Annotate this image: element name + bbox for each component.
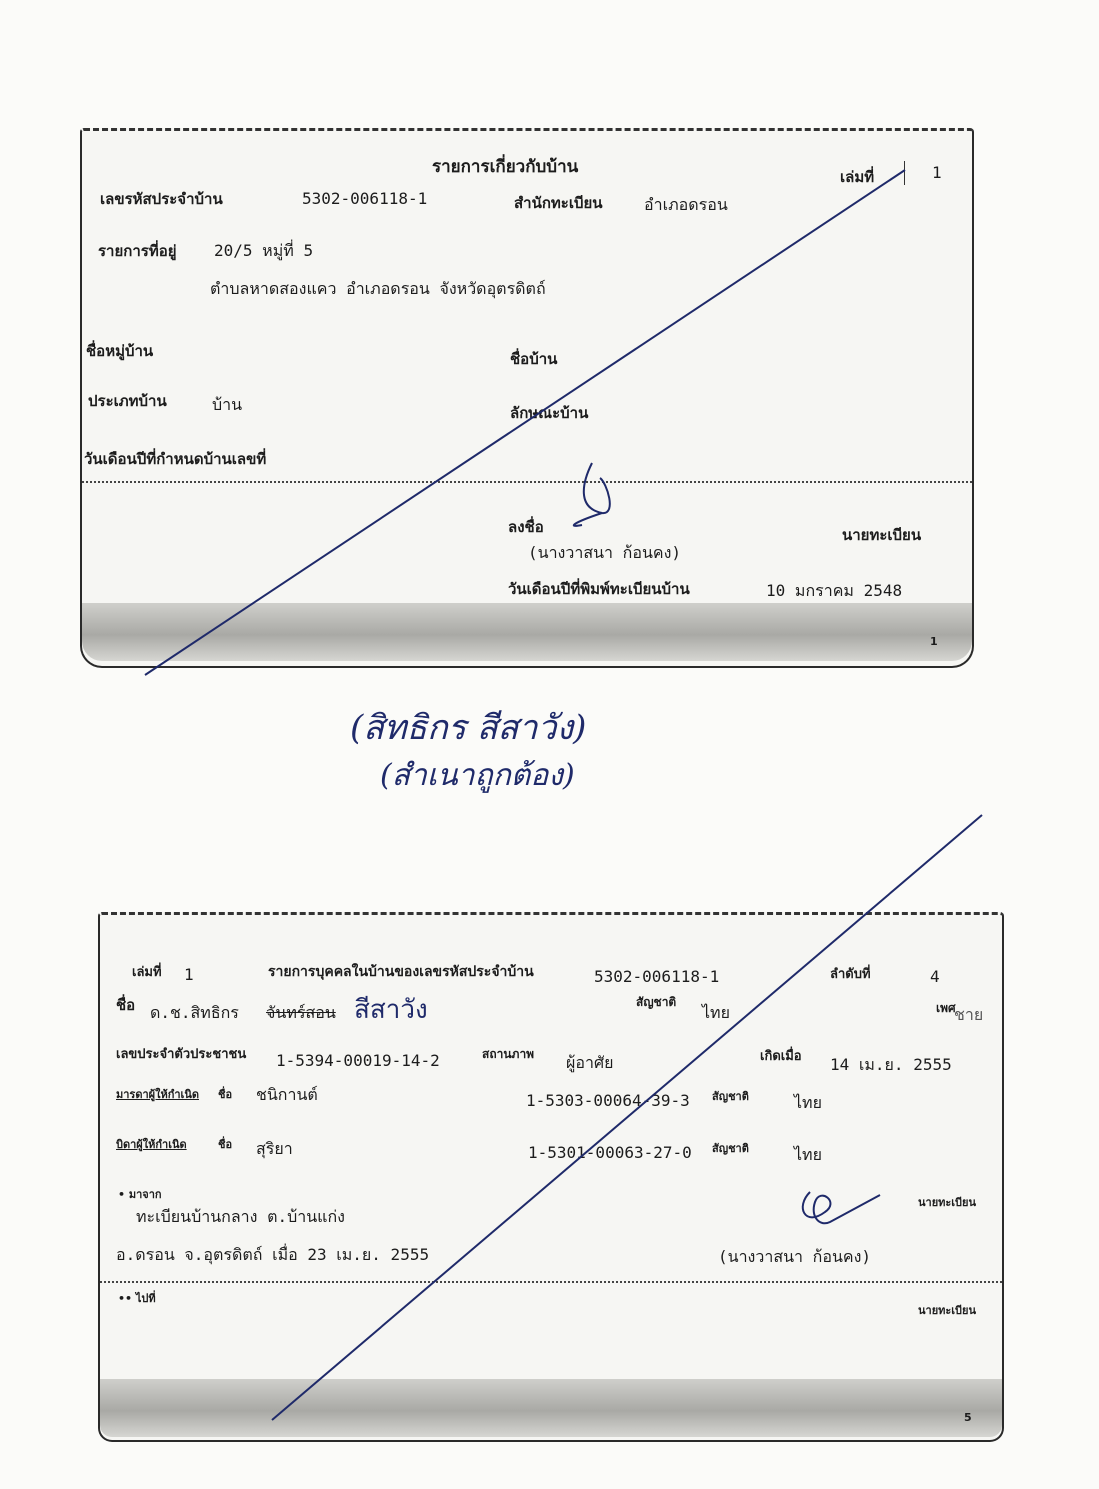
sex: ชาย bbox=[954, 1005, 984, 1024]
card-title: รายการบุคคลในบ้านของเลขรหัสประจำบ้าน bbox=[268, 964, 534, 980]
mother-label: มารดาผู้ให้กำเนิด bbox=[116, 1088, 199, 1101]
name-label: ชื่อ bbox=[116, 996, 136, 1014]
book-number: 1 bbox=[932, 163, 942, 182]
card-title: รายการเกี่ยวกับบ้าน bbox=[432, 157, 579, 177]
name-handwritten: สีสาวัง bbox=[354, 995, 428, 1025]
registrar-label: นายทะเบียน bbox=[842, 526, 922, 544]
handwritten-certified: (สำเนาถูกต้อง) bbox=[380, 758, 575, 793]
print-date-label: วันเดือนปีที่พิมพ์ทะเบียนบ้าน bbox=[508, 580, 690, 598]
nationality: ไทย bbox=[702, 1003, 730, 1022]
house-type-label: ประเภทบ้าน bbox=[88, 392, 167, 410]
sex-label: เพศ bbox=[936, 1001, 956, 1015]
id-label: เลขประจำตัวประชาชน bbox=[116, 1047, 247, 1062]
sign-label: ลงชื่อ bbox=[508, 518, 544, 536]
address-line-1: 20/5 หมู่ที่ 5 bbox=[214, 241, 314, 260]
moved-from-label: • มาจาก bbox=[118, 1188, 162, 1201]
registrar-name: (นางวาสนา ก้อนคง) bbox=[528, 543, 682, 562]
order-number: 4 bbox=[930, 967, 940, 986]
id-number: 1-5394-00019-14-2 bbox=[276, 1051, 440, 1070]
status-label: สถานภาพ bbox=[482, 1047, 535, 1061]
book-number: 1 bbox=[184, 965, 194, 984]
mother-nationality: ไทย bbox=[794, 1093, 822, 1112]
father-label: บิดาผู้ให้กำเนิด bbox=[116, 1138, 187, 1151]
book-label: เล่มที่ bbox=[132, 965, 162, 980]
house-code-label: เลขรหัสประจำบ้าน bbox=[100, 190, 223, 208]
moved-to-label: •• ไปที่ bbox=[118, 1292, 156, 1305]
father-nationality: ไทย bbox=[794, 1145, 822, 1164]
father-name: สุริยา bbox=[256, 1139, 293, 1158]
registry-office: อำเภอดรอน bbox=[644, 195, 728, 214]
registry-office-label: สำนักทะเบียน bbox=[514, 194, 603, 212]
house-name-label: ชื่อบ้าน bbox=[510, 350, 558, 368]
moved-from-line-1: ทะเบียนบ้านกลาง ต.บ้านแก่ง bbox=[136, 1207, 345, 1226]
page-number: 1 bbox=[930, 635, 938, 648]
handwritten-name: (สิทธิกร สีสาวัง) bbox=[350, 708, 587, 748]
registrar-label: นายทะเบียน bbox=[918, 1196, 977, 1209]
mother-name: ชนิกานต์ bbox=[256, 1085, 318, 1104]
house-type: บ้าน bbox=[212, 395, 243, 414]
house-feature-label: ลักษณะบ้าน bbox=[510, 404, 589, 422]
order-label: ลำดับที่ bbox=[830, 967, 871, 982]
mother-id: 1-5303-00064-39-3 bbox=[526, 1091, 690, 1110]
print-date: 10 มกราคม 2548 bbox=[766, 581, 903, 600]
father-name-label: ชื่อ bbox=[218, 1138, 233, 1151]
father-nationality-label: สัญชาติ bbox=[712, 1142, 749, 1155]
strike-line-bottom bbox=[272, 815, 982, 1420]
book-label: เล่มที่ bbox=[840, 168, 875, 186]
date-assigned-label: วันเดือนปีที่กำหนดบ้านเลขที่ bbox=[84, 450, 267, 468]
house-code: 5302-006118-1 bbox=[594, 967, 720, 986]
moved-from-line-2: อ.ดรอน จ.อุตรดิตถ์ เมื่อ 23 เม.ย. 2555 bbox=[116, 1245, 430, 1264]
birth-date: 14 เม.ย. 2555 bbox=[830, 1055, 952, 1074]
village-name-label: ชื่อหมู่บ้าน bbox=[86, 342, 154, 360]
nationality-label: สัญชาติ bbox=[636, 995, 677, 1009]
name-typed: ด.ช.สิทธิกร bbox=[150, 1003, 239, 1022]
house-code: 5302-006118-1 bbox=[302, 189, 428, 208]
father-id: 1-5301-00063-27-0 bbox=[528, 1143, 692, 1162]
address-line-2: ตำบลหาดสองแคว อำเภอดรอน จังหวัดอุตรดิตถ์ bbox=[210, 279, 546, 298]
mother-name-label: ชื่อ bbox=[218, 1088, 233, 1101]
strike-line-top bbox=[145, 170, 905, 675]
address-label: รายการที่อยู่ bbox=[98, 242, 177, 260]
name-struck: จันทร์สอน bbox=[266, 1003, 336, 1022]
status: ผู้อาศัย bbox=[566, 1053, 614, 1072]
birth-label: เกิดเมื่อ bbox=[760, 1049, 802, 1064]
registrar-label-2: นายทะเบียน bbox=[918, 1304, 977, 1317]
registrar-name: (นางวาสนา ก้อนคง) bbox=[718, 1247, 872, 1266]
mother-nationality-label: สัญชาติ bbox=[712, 1090, 749, 1103]
page-number: 5 bbox=[964, 1411, 972, 1424]
